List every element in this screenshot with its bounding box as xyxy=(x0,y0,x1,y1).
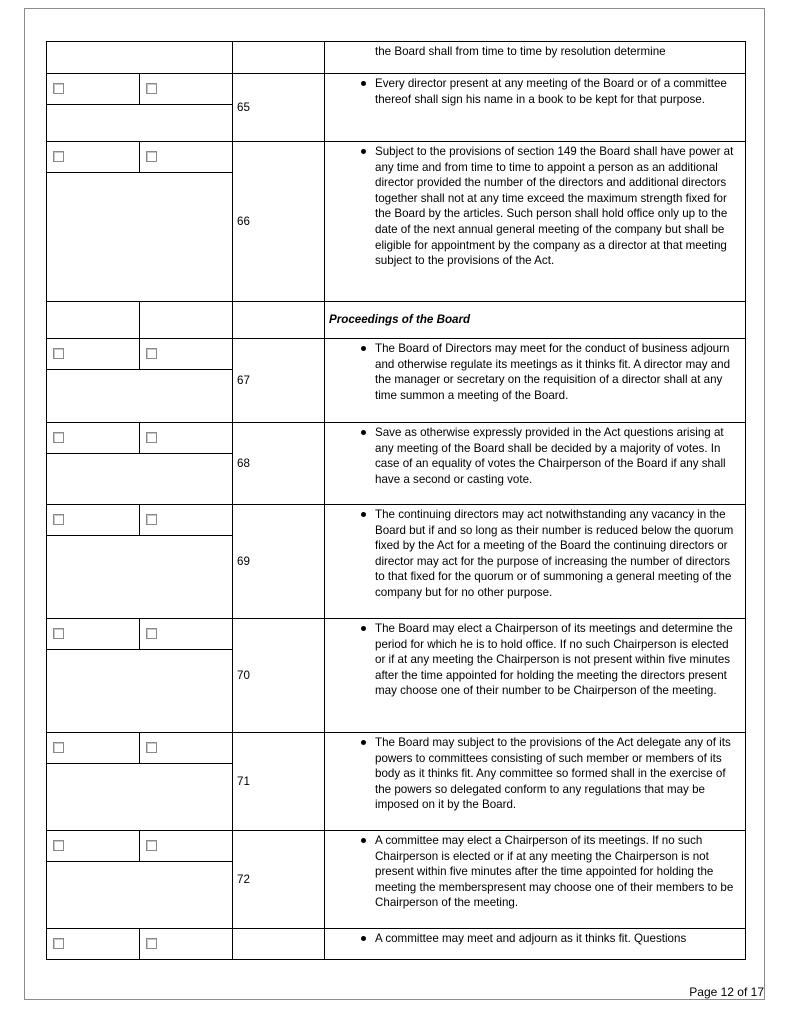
checkbox-cell xyxy=(47,74,140,105)
checkbox-approve[interactable] xyxy=(53,348,64,359)
clause-number-cell xyxy=(233,929,325,960)
checkbox-approve[interactable] xyxy=(53,938,64,949)
clause-text-cell xyxy=(325,831,746,929)
checkbox-alter[interactable] xyxy=(146,840,157,851)
checkbox-cell xyxy=(47,505,140,536)
bullet-icon xyxy=(361,626,366,631)
checkbox-approve[interactable] xyxy=(53,83,64,94)
clause-text-cell xyxy=(325,142,746,302)
bullet-icon xyxy=(361,936,366,941)
checkbox-cell xyxy=(140,142,233,173)
clause-number-cell xyxy=(233,831,325,929)
section-heading-row xyxy=(47,302,746,339)
checkbox-alter[interactable] xyxy=(146,742,157,753)
empty-cell xyxy=(47,862,233,929)
clause-number-cell xyxy=(233,142,325,302)
table-row xyxy=(47,339,746,370)
continued-text-cell xyxy=(325,42,746,74)
clause-number: 65 xyxy=(237,100,250,114)
clause-number: 68 xyxy=(237,456,250,470)
checkbox-approve[interactable] xyxy=(53,514,64,525)
clause-number-cell xyxy=(233,733,325,831)
empty-cell xyxy=(47,173,233,302)
clause-number: 67 xyxy=(237,373,250,387)
checkbox-alter[interactable] xyxy=(146,83,157,94)
empty-cell xyxy=(140,302,233,339)
table-row xyxy=(47,733,746,764)
checkbox-approve[interactable] xyxy=(53,628,64,639)
clause-number: 69 xyxy=(237,554,250,568)
checkbox-approve[interactable] xyxy=(53,432,64,443)
checkbox-approve[interactable] xyxy=(53,840,64,851)
clause-number-cell xyxy=(233,423,325,505)
clause-number: 72 xyxy=(237,872,250,886)
checkbox-approve[interactable] xyxy=(53,742,64,753)
clause-text-cell xyxy=(325,339,746,423)
checkbox-cell xyxy=(47,831,140,862)
checkbox-cell xyxy=(47,339,140,370)
table-row-last xyxy=(47,929,746,960)
clause-text-cell xyxy=(325,733,746,831)
section-heading: Proceedings of the Board xyxy=(325,302,746,339)
empty-cell xyxy=(47,536,233,619)
bullet-icon xyxy=(361,149,366,154)
clause-number: 71 xyxy=(237,774,250,788)
checkbox-alter[interactable] xyxy=(146,628,157,639)
checkbox-cell xyxy=(140,733,233,764)
clause-text-cell xyxy=(325,929,746,960)
clause-text: Save as otherwise expressly provided in the Act questions arising at any meeting of the Board shall be decided by a majority of votes. In case of an equality of votes the Chairperson of the Board if any shall have a second or casting vote. xyxy=(375,426,726,486)
checkbox-cell xyxy=(47,423,140,454)
empty-cell xyxy=(47,650,233,733)
checkbox-cell xyxy=(140,423,233,454)
empty-cell xyxy=(47,302,140,339)
bullet-icon xyxy=(361,512,366,517)
bullet-icon xyxy=(361,430,366,435)
clause-number: 66 xyxy=(237,214,250,228)
checkbox-approve[interactable] xyxy=(53,151,64,162)
table-row xyxy=(47,142,746,173)
table-row xyxy=(47,505,746,536)
bullet-icon xyxy=(361,346,366,351)
empty-cell xyxy=(233,42,325,74)
clause-text: A committee may meet and adjourn as it thinks fit. Questions xyxy=(375,932,687,945)
clause-text: Subject to the provisions of section 149 the Board shall have power at any time and from time to time to appoint a person as an additional director provided the number of the directors and additional directors together shall not at any time exceed the maximum strength fixed for the Board by the articles. Such person shall hold office only up to the date of the next annual general meeting of the company but shall be eligible for appointment by the company as a director at that meeting subject to the provisions of the Act. xyxy=(375,145,734,268)
checkbox-cell xyxy=(140,339,233,370)
clause-number: 70 xyxy=(237,668,250,682)
clause-text: Every director present at any meeting of the Board or of a committee thereof shall sign his name in a book to be kept for that purpose. xyxy=(375,77,727,106)
clause-text: The Board of Directors may meet for the conduct of business adjourn and otherwise regulate its meetings as it thinks fit. A director may and the manager or secretary on the requisition of a director shall at any time summon a meeting of the Board. xyxy=(375,342,731,402)
checkbox-cell xyxy=(47,733,140,764)
table-row-continued xyxy=(47,42,746,74)
checkbox-alter[interactable] xyxy=(146,514,157,525)
clause-text-cell xyxy=(325,423,746,505)
checkbox-cell xyxy=(47,619,140,650)
checkbox-alter[interactable] xyxy=(146,151,157,162)
empty-cell xyxy=(47,370,233,423)
clause-text-cell xyxy=(325,505,746,619)
continued-text: the Board shall from time to time by resolution determine xyxy=(375,45,666,58)
empty-cell xyxy=(47,105,233,142)
empty-cell xyxy=(47,764,233,831)
checkbox-cell xyxy=(47,929,140,960)
empty-cell xyxy=(47,454,233,505)
clause-text-cell xyxy=(325,74,746,142)
table-row xyxy=(47,831,746,862)
checkbox-cell xyxy=(140,619,233,650)
table-row xyxy=(47,74,746,105)
checkbox-alter[interactable] xyxy=(146,432,157,443)
empty-cell xyxy=(233,302,325,339)
bullet-icon xyxy=(361,740,366,745)
checkbox-cell xyxy=(140,831,233,862)
clause-text: The Board may subject to the provisions of the Act delegate any of its powers to committees consisting of such member or members of its body as it thinks fit. Any committee so formed shall in the exercise of the powers so delegated conform to any regulations that may be imposed on it by the Board. xyxy=(375,736,731,812)
clause-text-cell xyxy=(325,619,746,733)
clause-text: A committee may elect a Chairperson of its meetings. If no such Chairperson is elected or if at any meeting the Chairperson is not present within five minutes after the time appointed for holding the meeting the memberspresent may choose one of their members to be Chairperson of the meeting. xyxy=(375,834,734,910)
clause-number-cell xyxy=(233,505,325,619)
clause-number-cell xyxy=(233,74,325,142)
clause-text: The Board may elect a Chairperson of its meetings and determine the period for which he is to hold office. If no such Chairperson is elected or if at any meeting the Chairperson is not present within five minutes after the time appointed for holding the meeting the directors present may choose one of their number to be Chairperson of the meeting. xyxy=(375,622,733,698)
page-number: Page 12 of 17 xyxy=(689,985,764,999)
bullet-icon xyxy=(361,81,366,86)
clause-text: The continuing directors may act notwithstanding any vacancy in the Board but if and so long as their number is reduced below the quorum fixed by the Act for a meeting of the Board the continuing directors or director may act for the purpose of increasing the number of directors to that fixed for the quorum or of summoning a general meeting of the company but for no other purpose. xyxy=(375,508,734,599)
checkbox-cell xyxy=(47,142,140,173)
bullet-icon xyxy=(361,838,366,843)
table-row xyxy=(47,423,746,454)
checkbox-cell xyxy=(140,929,233,960)
checkbox-alter[interactable] xyxy=(146,938,157,949)
checkbox-cell xyxy=(140,505,233,536)
checkbox-alter[interactable] xyxy=(146,348,157,359)
checkbox-cell xyxy=(140,74,233,105)
clause-number-cell xyxy=(233,619,325,733)
clauses-table xyxy=(46,41,746,960)
table-row xyxy=(47,619,746,650)
empty-cell xyxy=(47,42,233,74)
clause-number-cell xyxy=(233,339,325,423)
